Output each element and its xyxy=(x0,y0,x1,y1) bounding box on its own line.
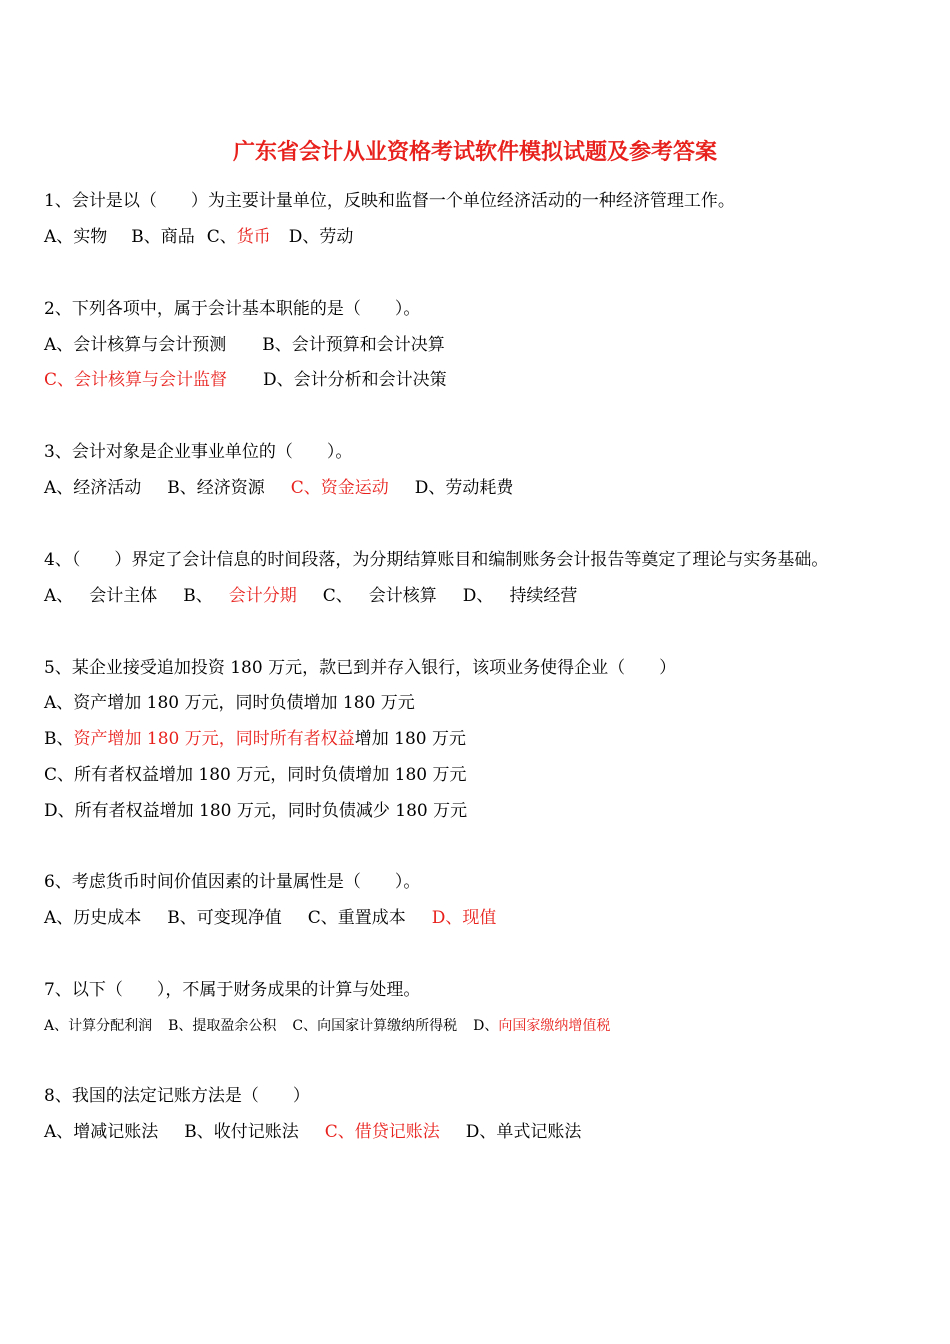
q4-option-b-prefix: B、 xyxy=(183,586,213,606)
q8-option-a: A、增减记账法 xyxy=(44,1122,159,1142)
q6-option-b: B、可变现净值 xyxy=(167,908,282,928)
q5-option-b-suffix: 增加 180 万元 xyxy=(354,729,467,749)
q1-option-c-prefix: C、 xyxy=(206,227,237,247)
q3-option-a: A、经济活动 xyxy=(44,478,142,498)
q1-option-a: A、实物 xyxy=(44,227,108,247)
q8-answer: C、借贷记账法 xyxy=(324,1122,440,1142)
document-title: 广东省会计从业资格考试软件模拟试题及参考答案 xyxy=(232,140,717,165)
q7-option-c: C、向国家计算缴纳所得税 xyxy=(292,1018,458,1034)
q6-option-c: C、重置成本 xyxy=(307,908,406,928)
q4-answer: 会计分期 xyxy=(228,586,297,606)
q7-option-a: A、计算分配利润 xyxy=(44,1018,153,1034)
q4-option-c-prefix: C、 xyxy=(322,586,353,606)
question-7-options xyxy=(44,1013,610,1039)
q4-option-d: 持续经营 xyxy=(509,586,578,606)
q5-option-a: A、资产增加 180 万元，同时负债增加 180 万元 xyxy=(44,693,415,713)
q3-answer: C、资金运动 xyxy=(290,478,389,498)
q7-option-d-prefix: D、 xyxy=(473,1018,499,1034)
q3-option-d: D、劳动耗费 xyxy=(414,478,514,498)
q5-option-d: D、所有者权益增加 180 万元，同时负债减少 180 万元 xyxy=(44,801,468,821)
q1-option-b: B、商品 xyxy=(131,227,195,247)
question-8-options xyxy=(44,1119,581,1145)
q5-answer: 资产增加 180 万元，同时所有者权益 xyxy=(73,729,355,749)
q5-option-b-prefix: B、 xyxy=(44,729,74,749)
q6-option-a: A、历史成本 xyxy=(44,908,142,928)
question-3-stem: 3、会计对象是企业事业单位的（ ）。 xyxy=(44,442,353,462)
question-4-options xyxy=(44,583,577,609)
question-2-options-row2 xyxy=(44,367,447,393)
q3-option-b: B、经济资源 xyxy=(167,478,265,498)
question-4-stem: 4、（ ）界定了会计信息的时间段落，为分期结算账目和编制账务会计报告等奠定了理论与实务基础。 xyxy=(44,550,829,570)
q6-answer: D、现值 xyxy=(431,908,497,928)
q1-answer: 货币 xyxy=(236,227,271,247)
question-1-stem: 1、会计是以（ ）为主要计量单位，反映和监督一个单位经济活动的一种经济管理工作。 xyxy=(44,191,735,211)
q7-answer: 向国家缴纳增值税 xyxy=(498,1018,611,1034)
q2-option-d: D、会计分析和会计决策 xyxy=(263,370,447,390)
question-6-stem: 6、考虑货币时间价值因素的计量属性是（ ）。 xyxy=(44,872,421,892)
q4-option-a-prefix: A、 xyxy=(44,586,74,606)
q5-option-c: C、所有者权益增加 180 万元，同时负债增加 180 万元 xyxy=(44,765,467,785)
q7-option-b: B、提取盈余公积 xyxy=(168,1018,277,1034)
question-8-stem: 8、我国的法定记账方法是（ ） xyxy=(44,1086,310,1106)
question-6-options xyxy=(44,905,496,931)
question-3-options xyxy=(44,475,513,501)
q4-option-c: 会计核算 xyxy=(368,586,437,606)
q8-option-b: B、收付记账法 xyxy=(184,1122,299,1142)
q2-option-a: A、会计核算与会计预测 xyxy=(44,335,227,355)
question-2-stem: 2、下列各项中，属于会计基本职能的是（ ）。 xyxy=(44,299,421,319)
q8-option-d: D、单式记账法 xyxy=(465,1122,582,1142)
question-1-options xyxy=(44,224,353,250)
question-7-stem: 7、以下（ ），不属于财务成果的计算与处理。 xyxy=(44,980,421,1000)
q2-option-b: B、会计预算和会计决算 xyxy=(262,335,445,355)
question-2-options-row1 xyxy=(44,332,445,358)
q2-answer: C、会计核算与会计监督 xyxy=(44,370,228,390)
q5-option-b-row xyxy=(44,726,466,752)
q4-option-a: 会计主体 xyxy=(89,586,158,606)
q4-option-d-prefix: D、 xyxy=(462,586,494,606)
question-5-stem: 5、某企业接受追加投资 180 万元，款已到并存入银行，该项业务使得企业（ ） xyxy=(44,658,677,678)
q1-option-d: D、劳动 xyxy=(288,227,354,247)
